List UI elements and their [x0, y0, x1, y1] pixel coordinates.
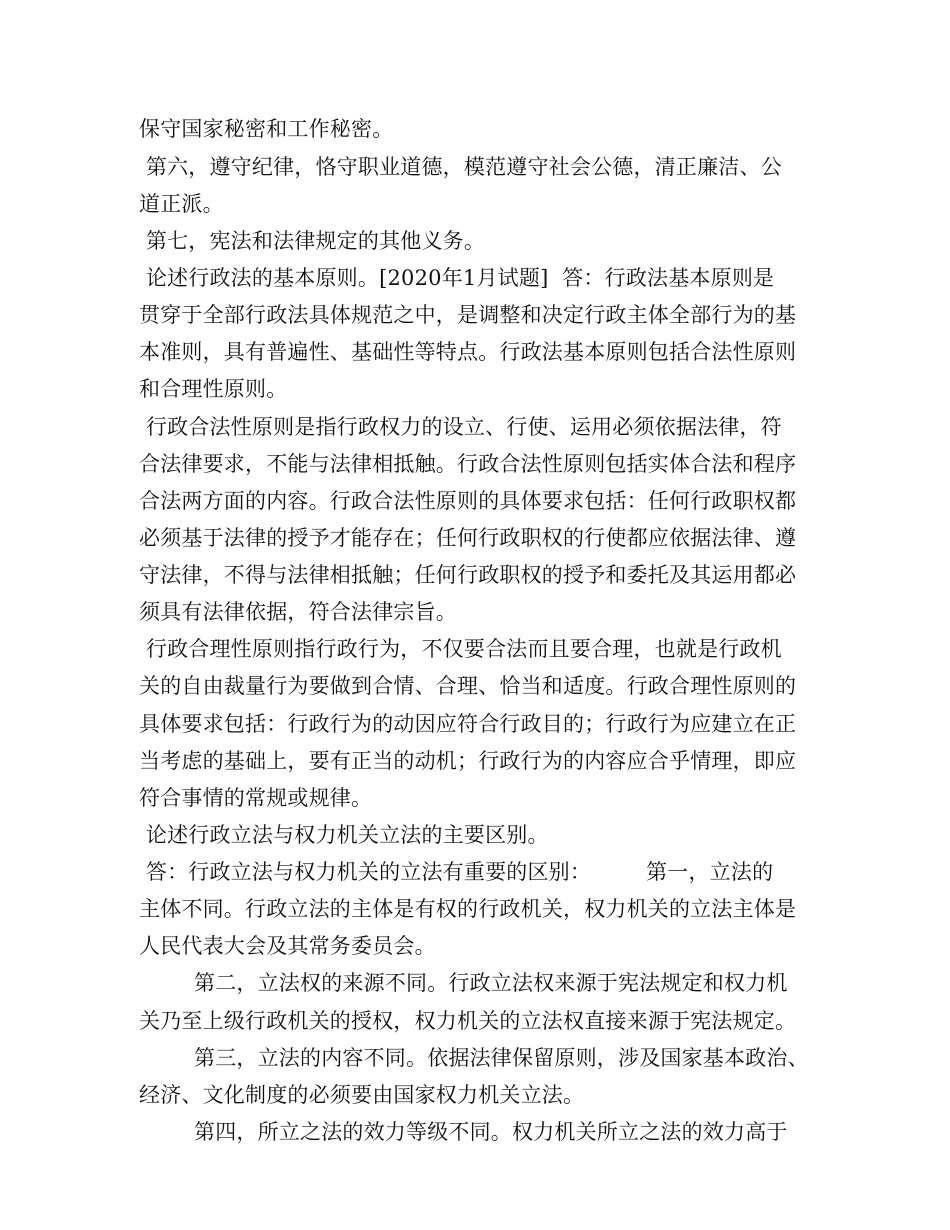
text-line: 守法律，不得与法律相抵触；任何行政职权的授予和委托及其运用都必 — [139, 563, 797, 587]
text-line: 人民代表大会及其常务委员会。 — [139, 934, 436, 958]
text-line: 必须基于法律的授予才能存在；任何行政职权的行使都应依据法律、遵 — [139, 526, 797, 550]
text-line: 第三，立法的内容不同。依据法律保留原则，涉及国家基本政治、 — [139, 1046, 809, 1070]
text-line: 答：行政立法与权力机关的立法有重要的区别： 第一，立法的 — [139, 860, 774, 884]
text-line: 保守国家秘密和工作秘密。 — [139, 117, 394, 141]
text-line: 第四，所立之法的效力等级不同。权力机关所立之法的效力高于 — [139, 1120, 788, 1144]
text-line: 第六，遵守纪律，恪守职业道德，模范遵守社会公德，清正廉洁、公 — [139, 155, 782, 179]
text-line: 具体要求包括：行政行为的动因应符合行政目的；行政行为应建立在正 — [139, 712, 797, 736]
text-line: 符合事情的常规或规律。 — [139, 786, 373, 810]
text-line: 第七，宪法和法律规定的其他义务。 — [139, 229, 486, 253]
text-line: 贯穿于全部行政法具体规范之中，是调整和决定行政主体全部行为的基 — [139, 303, 797, 327]
text-line: 须具有法律依据，符合法律宗旨。 — [139, 600, 457, 624]
text-line: 当考虑的基础上，要有正当的动机；行政行为的内容应合乎情理，即应 — [139, 749, 797, 773]
text-line: 关乃至上级行政机关的授权，权力机关的立法权直接来源于宪法规定。 — [139, 1009, 797, 1033]
text-line: 经济、文化制度的必须要由国家权力机关立法。 — [139, 1083, 585, 1107]
text-line: 论述行政立法与权力机关立法的主要区别。 — [139, 823, 549, 847]
text-line: 道正派。 — [139, 192, 224, 216]
text-line: 关的自由裁量行为要做到合情、合理、恰当和适度。行政合理性原则的 — [139, 674, 797, 698]
text-line: 第二，立法权的来源不同。行政立法权来源于宪法规定和权力机 — [139, 971, 788, 995]
text-line: 主体不同。行政立法的主体是有权的行政机关，权力机关的立法主体是 — [139, 897, 797, 921]
text-line: 行政合理性原则指行政行为，不仅要合法而且要合理，也就是行政机 — [139, 637, 782, 661]
text-line: 行政合法性原则是指行政权力的设立、行使、运用必须依据法律，符 — [139, 415, 782, 439]
text-line: 合法两方面的内容。行政合法性原则的具体要求包括：任何行政职权都 — [139, 489, 797, 513]
text-line: 合法律要求，不能与法律相抵触。行政合法性原则包括实体合法和程序 — [139, 452, 797, 476]
text-line: 和合理性原则。 — [139, 377, 288, 401]
text-line: 本准则，具有普遍性、基础性等特点。行政法基本原则包括合法性原则 — [139, 340, 797, 364]
text-line: 论述行政法的基本原则。[2020年1月试题] 答：行政法基本原则是 — [139, 266, 775, 290]
